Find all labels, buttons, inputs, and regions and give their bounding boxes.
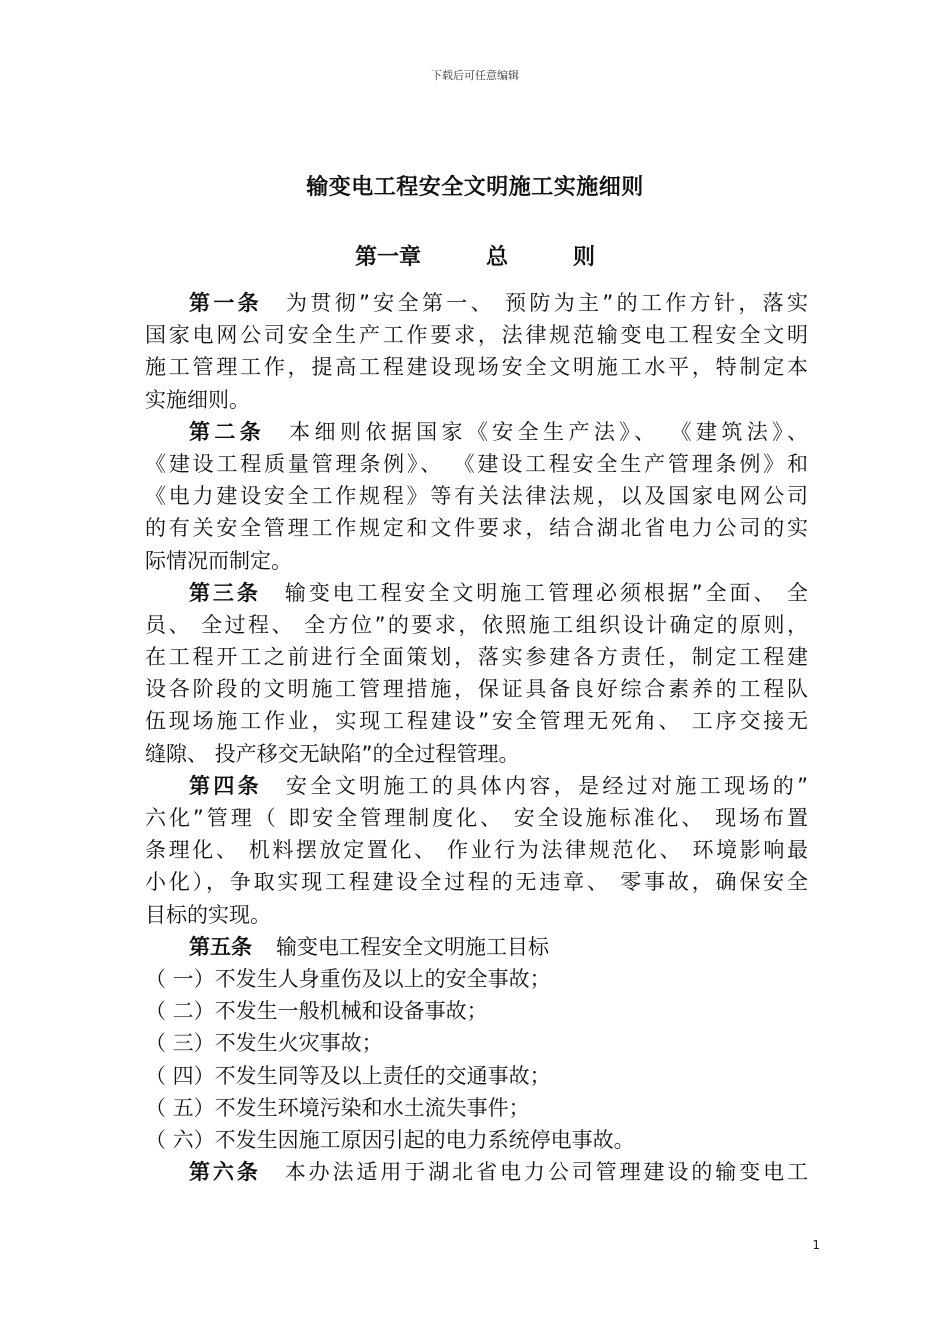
article-6-line-1 xyxy=(145,1156,808,1188)
article-4-line-2: 六化”管理（ 即安全管理制度化、 安全设施标准化、 现场布置 xyxy=(145,806,808,830)
article-4-line-1 xyxy=(145,770,808,802)
document-body xyxy=(145,287,808,1188)
goal-item-2: （ 二）不发生一般机械和设备事故； xyxy=(145,999,488,1024)
goal-item-3: （ 三）不发生火灾事故； xyxy=(145,1031,383,1056)
chapter-heading: 第一章 总 则 xyxy=(355,245,595,270)
article-1-line-3: 施工管理工作，提高工程建设现场安全文明施工水平，特制定本 xyxy=(145,355,808,380)
header-note: 下载后可任意编辑 xyxy=(431,69,519,82)
article-5-line-1 xyxy=(145,931,808,963)
article-2-text: 本细则依据国家《安全生产法》、 《建筑法》、 xyxy=(289,419,808,444)
article-3-line-3: 在工程开工之前进行全面策划，落实参建各方责任，制定工程建 xyxy=(145,645,808,670)
article-3-line-6: 缝隙、 投产移交无缺陷”的全过程管理。 xyxy=(145,741,520,766)
article-1-line-2: 国家电网公司安全生产工作要求，法律规范输变电工程安全文明 xyxy=(145,323,808,348)
article-2-line-4: 的有关安全管理工作规定和文件要求，结合湖北省电力公司的实 xyxy=(145,516,808,541)
article-3-line-4: 设各阶段的文明施工管理措施，保证具备良好综合素养的工程队 xyxy=(145,677,808,702)
article-1-line-4: 实施细则。 xyxy=(145,387,250,412)
article-5-text: 输变电工程安全文明施工目标 xyxy=(276,934,549,959)
article-3-line-1 xyxy=(145,577,808,609)
page-number: 1 xyxy=(812,1238,820,1252)
article-2-line-5: 际情况而制定。 xyxy=(145,548,292,573)
goal-item-1: （ 一）不发生人身重伤及以上的安全事故； xyxy=(145,966,551,991)
goal-item-5: （ 五）不发生环境污染和水土流失事件； xyxy=(145,1095,530,1120)
article-3-line-2: 员、 全过程、 全方位”的要求，依照施工组织设计确定的原则， xyxy=(145,612,808,637)
goal-item-6: （ 六）不发生因施工原因引起的电力系统停电事故。 xyxy=(145,1127,635,1152)
goal-item-4: （ 四）不发生同等及以上责任的交通事故； xyxy=(145,1063,551,1088)
article-1-line-1 xyxy=(145,287,808,319)
article-2-line-3: 《电力建设安全工作规程》等有关法律法规，以及国家电网公司 xyxy=(145,484,808,509)
article-3-line-5: 伍现场施工作业，实现工程建设”安全管理无死角、 工序交接无 xyxy=(145,709,808,734)
article-4-text: 安全文明施工的具体内容，是经过对施工现场的” xyxy=(286,773,808,798)
article-2-line-1 xyxy=(145,416,808,448)
article-1-label: 第一条 xyxy=(189,291,263,315)
article-4-line-4: 小化），争取实现工程建设全过程的无违章、 零事故，确保安全 xyxy=(145,870,808,895)
article-2-label: 第二条 xyxy=(189,419,266,444)
article-1-text: 为贯彻”安全第一、 预防为主”的工作方针，落实 xyxy=(286,291,808,315)
article-4-label: 第四条 xyxy=(189,773,263,798)
article-6-text: 本办法适用于湖北省电力公司管理建设的输变电工 xyxy=(284,1160,808,1185)
article-5-label: 第五条 xyxy=(189,934,252,959)
article-4-line-5: 目标的实现。 xyxy=(145,902,271,927)
article-2-line-2: 《建设工程质量管理条例》、 《建设工程安全生产管理条例》和 xyxy=(145,451,808,476)
article-3-label: 第三条 xyxy=(189,580,261,605)
article-6-label: 第六条 xyxy=(189,1160,261,1185)
document-title: 输变电工程安全文明施工实施细则 xyxy=(306,175,644,200)
article-4-line-3: 条理化、 机料摆放定置化、 作业行为法律规范化、 环境影响最 xyxy=(145,838,808,863)
article-3-text: 输变电工程安全文明施工管理必须根据”全面、 全 xyxy=(284,580,808,605)
